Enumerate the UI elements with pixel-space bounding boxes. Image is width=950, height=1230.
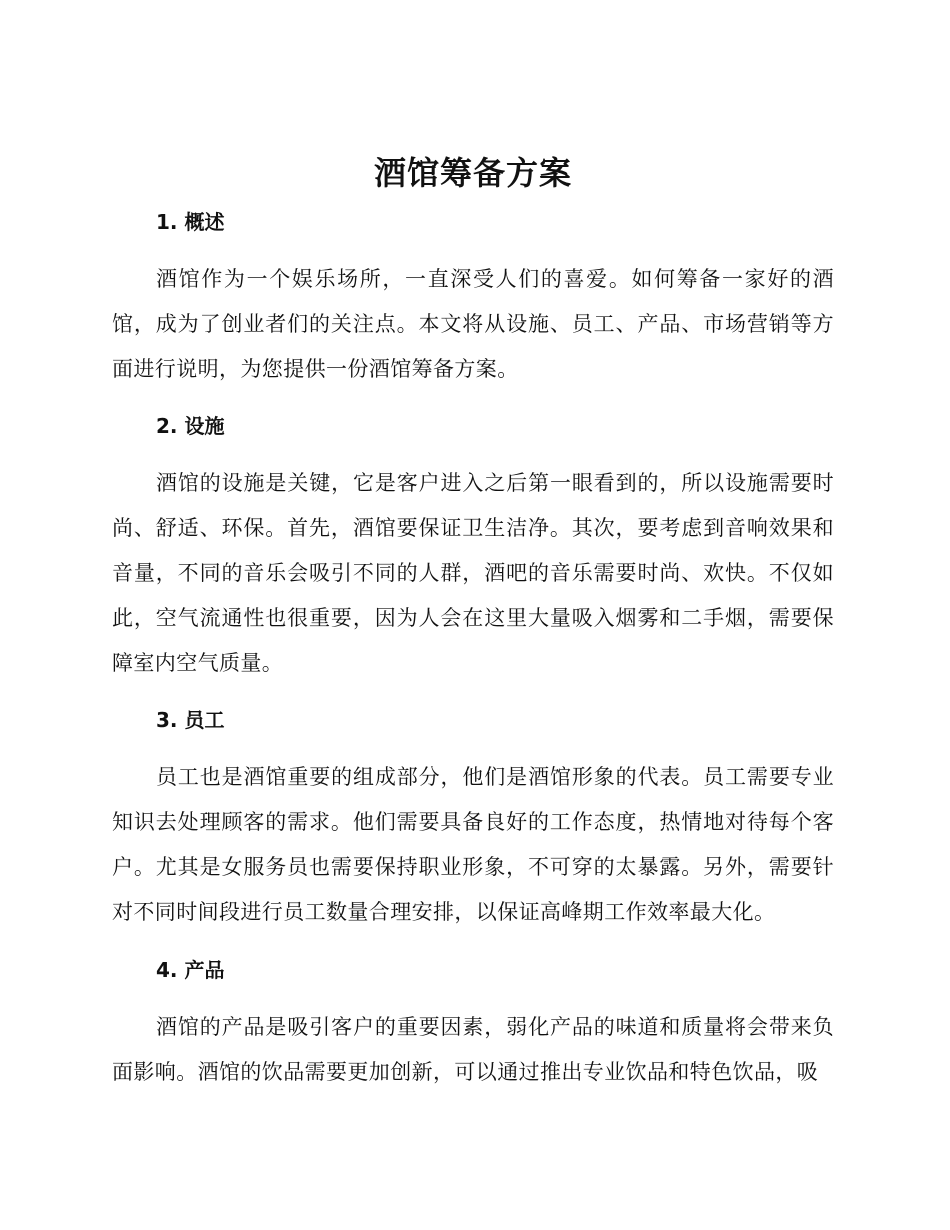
section-body-facilities: 酒馆的设施是关键，它是客户进入之后第一眼看到的，所以设施需要时尚、舒适、环保。首先，酒馆要保证卫生洁净。其次，要考虑到音响效果和音量，不同的音乐会吸引不同的人群，酒吧的音乐需要时尚、欢快。不仅如此，空气流通性也很重要，因为人会在这里大量吸入烟雾和二手烟，需要保障室内空气质量。 [112, 471, 834, 675]
section-body-staff: 员工也是酒馆重要的组成部分，他们是酒馆形象的代表。员工需要专业知识去处理顾客的需求。他们需要具备良好的工作态度，热情地对待每个客户。尤其是女服务员也需要保持职业形象，不可穿的太暴露。另外，需要针对不同时间段进行员工数量合理安排，以保证高峰期工作效率最大化。 [112, 765, 834, 924]
section-body-products: 酒馆的产品是吸引客户的重要因素，弱化产品的味道和质量将会带来负面影响。酒馆的饮品需要更加创新，可以通过推出专业饮品和特色饮品，吸 [112, 1015, 834, 1084]
section-heading-staff: 3. 员工 [156, 708, 225, 732]
section-heading-facilities: 2. 设施 [156, 414, 225, 438]
section-body-overview: 酒馆作为一个娱乐场所，一直深受人们的喜爱。如何筹备一家好的酒馆，成为了创业者们的关注点。本文将从设施、员工、产品、市场营销等方面进行说明，为您提供一份酒馆筹备方案。 [112, 267, 834, 381]
document-title: 酒馆筹备方案 [373, 154, 572, 192]
section-heading-overview: 1. 概述 [156, 210, 225, 234]
section-heading-products: 4. 产品 [156, 958, 225, 982]
